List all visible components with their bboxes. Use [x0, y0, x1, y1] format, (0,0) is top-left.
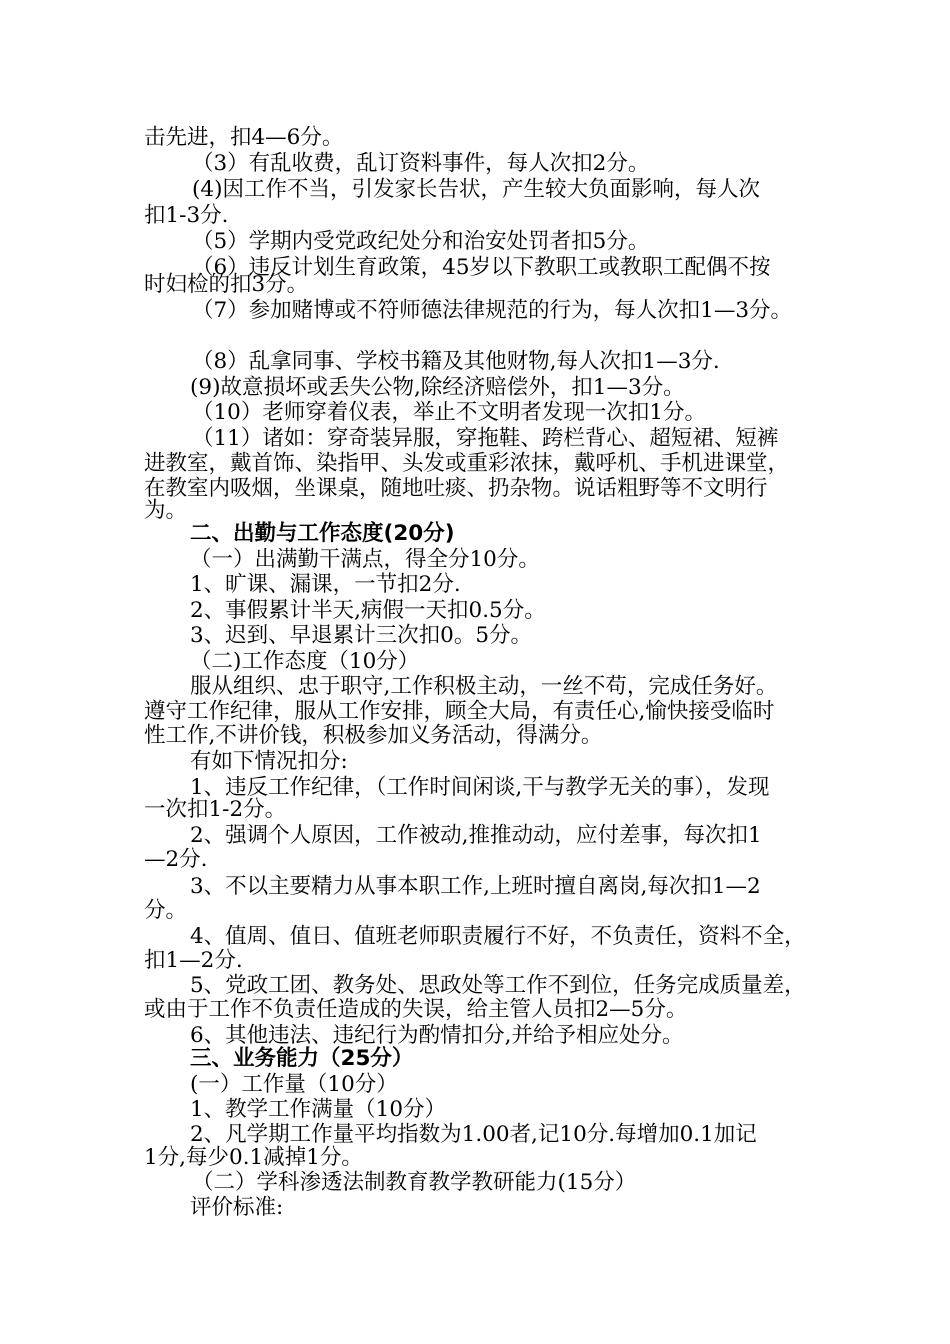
- text-line: 或由于工作不负责任造成的失误，给主管人员扣2—5分。: [144, 997, 688, 1022]
- text-line: 评价标准:: [190, 1195, 284, 1220]
- text-line: （二)工作态度（10分）: [190, 649, 420, 674]
- text-line: 击先进，扣4—6分。: [144, 125, 344, 150]
- text-line: （二）学科渗透法制教育教学教研能力(15分）: [192, 1170, 637, 1195]
- text-line: 5、党政工团、教务处、思政处等工作不到位，任务完成质量差，: [190, 973, 806, 998]
- text-line: 有如下情况扣分:: [190, 749, 348, 774]
- text-line: （3）有乱收费，乱订资料事件，每人次扣2分。: [192, 151, 650, 176]
- text-line: 1、违反工作纪律，（工作时间闲谈,干与教学无关的事），发现: [190, 775, 770, 800]
- text-line: 为。: [144, 498, 188, 523]
- text-line: 在教室内吸烟，坐课桌，随地吐痰、扔杂物。说话粗野等不文明行: [144, 476, 768, 501]
- section-heading: 三、业务能力（25分）: [190, 1046, 414, 1071]
- text-line: 3、不以主要精力从事本职工作,上班时擅自离岗,每次扣1—2: [190, 874, 761, 899]
- text-line: 3、迟到、早退累计三次扣0。5分。: [190, 623, 533, 648]
- text-line: （7）参加赌博或不符师德法律规范的行为，每人次扣1—3分。: [192, 298, 793, 323]
- text-line: —2分.: [144, 847, 208, 872]
- text-line: 2、凡学期工作量平均指数为1.00者,记10分.每增加0.1加记: [190, 1122, 757, 1147]
- text-line: 扣1—2分.: [144, 948, 243, 973]
- text-line: （11）诸如：穿奇装异服，穿拖鞋、跨栏背心、超短裙、短裤: [192, 426, 779, 451]
- text-line: 2、强调个人原因，工作被动,推推动动，应付差事，每次扣1: [190, 823, 762, 848]
- text-line: 时妇检的扣3分。: [144, 272, 309, 297]
- text-line: （5）学期内受党政纪处分和治安处罚者扣5分。: [192, 229, 650, 254]
- text-line: （6）违反计划生育政策，45岁以下教职工或教职工配偶不按: [192, 255, 771, 280]
- text-line: 分。: [144, 898, 188, 923]
- text-line: (9)故意损坏或丢失公物,除经济赔偿外，扣1—3分。: [190, 375, 685, 400]
- text-line: 遵守工作纪律，服从工作安排，顾全大局，有责任心,愉快接受临时: [144, 699, 775, 724]
- text-line: 扣1-3分.: [144, 203, 229, 228]
- section-heading: 二、出勤与工作态度(20分): [190, 521, 455, 546]
- text-line: 4、值周、值日、值班老师职责履行不好，不负责任，资料不全，: [190, 924, 806, 949]
- text-line: 一次扣1-2分。: [144, 797, 287, 822]
- text-line: 服从组织、忠于职守,工作积极主动，一丝不苟，完成任务好。: [190, 674, 778, 699]
- text-line: 6、其他违法、违纪行为酌情扣分,并给予相应处分。: [190, 1023, 684, 1048]
- text-line: 1分,每少0.1减掉1分。: [144, 1145, 363, 1170]
- text-line: (4)因工作不当，引发家长告状，产生较大负面影响，每人次: [192, 177, 760, 202]
- text-line: 2、事假累计半天,病假一天扣0.5分。: [190, 598, 546, 623]
- text-line: (一）工作量（10分）: [190, 1072, 398, 1097]
- text-line: （8）乱拿同事、学校书籍及其他财物,每人次扣1—3分.: [192, 349, 720, 374]
- text-line: 性工作,不讲价钱，积极参加义务活动，得满分。: [144, 723, 603, 748]
- text-line: 1、教学工作满量（10分）: [190, 1097, 447, 1122]
- text-line: 进教室，戴首饰、染指甲、头发或重彩浓抹，戴呼机、手机进课堂，: [144, 451, 790, 476]
- text-line: （10）老师穿着仪表，举止不文明者发现一次扣1分。: [192, 400, 707, 425]
- text-line: 1、旷课、漏课，一节扣2分.: [190, 572, 461, 597]
- text-line: （一）出满勤干满点，得全分10分。: [190, 547, 540, 572]
